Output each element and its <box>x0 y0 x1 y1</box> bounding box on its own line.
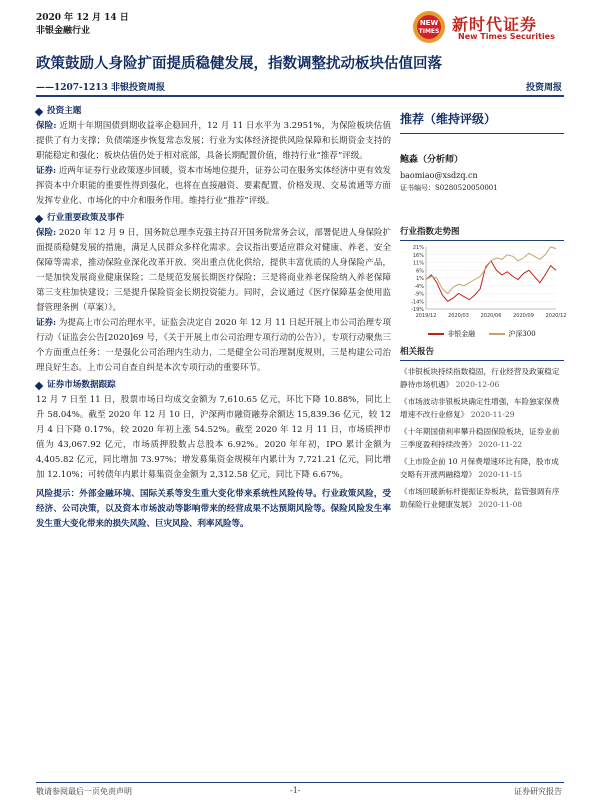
related-report-date: 2020-11-08 <box>475 500 523 509</box>
section-heading <box>36 211 391 226</box>
related-report-date: 2020-11-22 <box>475 440 523 449</box>
risk-warning: 风险提示：外部金融环境、国际关系等发生重大变化带来系统性风险传导。行业政策风险，受经济、公司决策，以及资本市场波动等影响带来的经营成果不达预期风险等。保险风险发生率发生重大变化带来的损失风险、巨灾风险、利率风险等。 <box>36 489 391 529</box>
section-heading-text: 投资主题 <box>47 106 82 116</box>
logo-mark-bottom: TIMES <box>418 28 440 35</box>
broker-thesis <box>36 164 391 209</box>
insurance-thesis <box>36 119 391 164</box>
page-subtitle: ——1207-1213 非银投资周报 <box>36 83 165 93</box>
x-tick-label: 2020/03 <box>448 313 469 319</box>
related-report-item[interactable] <box>400 425 564 451</box>
related-report-title: 《非银板块持续指数稳固，行业经营及政策稳定静待市场机遇》 <box>400 367 560 389</box>
legend-item <box>428 329 475 339</box>
related-report-date: 2020-11-15 <box>475 470 523 479</box>
paragraph-text: 为提高上市公司治理水平，证监会决定自 2020 年 12 月 11 日起开展上市公司治理专项行动（证监会公告[2020]69 号，《关于开展上市公司治理专项行动的公告》），专项行动聚焦三个方面重点任务：一是强化公司治理内生动力，二是健全公司治理制度规则，三是构建公司治理良好生态。上市公司自查自纠是本次专项行动的重要环节。 <box>36 318 391 373</box>
header-divider <box>36 95 564 97</box>
paragraph-text: 近期十年期国债到期收益率企稳回升，12 月 11 日水平为 3.2951%，为保险板块估值提供了有力支撑；负债端逐步恢复常态发展；行业为实体经济提供风险保障和长期资金支持的职能稳定和强化；板块估值仍处于相对底部，具备长期配置价值，维持行业“推荐”评级。 <box>36 121 391 161</box>
chart-title: 行业指数走势图 <box>400 225 564 241</box>
related-report-title: 《上市险企前 10 月保费增速环比有降，股市成交略有开涨两融稳增》 <box>400 457 559 479</box>
bullet-icon <box>35 214 43 222</box>
related-title: 相关报告 <box>400 345 564 361</box>
logo-mark-top: NEW <box>419 19 439 27</box>
industry-chart <box>400 225 567 339</box>
footer-disclaimer[interactable]: 敬请参阅最后一页免责声明 <box>36 787 132 796</box>
related-report-title: 《十年期国债利率攀升稳固保险板块，证券业前三季度盈利持续改善》 <box>400 427 560 449</box>
y-tick-label: -4% <box>414 283 424 290</box>
page-number: -1- <box>290 786 301 795</box>
y-tick-label: 1% <box>416 276 424 282</box>
legend-label: 沪深300 <box>508 330 536 338</box>
footer-divider <box>36 782 564 783</box>
y-tick-label: -14% <box>411 299 424 306</box>
section-heading <box>36 104 391 119</box>
logo-mark-icon <box>412 10 446 44</box>
related-report-title: 《市场回暖新标杆提振证券板块，监管强调有序助保险行业健康发展》 <box>400 487 560 509</box>
paragraph-lead: 证券: <box>36 318 57 328</box>
paragraph-text: 2020 年 12 月 9 日，国务院总理李克强主持召开国务院常务会议，部署促进人身保险扩面提质稳健发展的措施，满足人民群众多样化需求。会议指出要适应群众对健康、养老、安全保障等需求，推动保险业深化改革开放、突出重点优化供给，提供丰富优质的人身保险产品，一是加快发展商业健康保险；二是规范发展长期医疗保险；三是将商业养老保险纳入养老保障第三支柱加快建设；三是提升保险资金长期投资能力。同时，会议通过《医疗保障基金使用监督管理条例（草案）》。 <box>36 228 391 313</box>
section-heading-text: 证券市场数据跟踪 <box>47 380 116 390</box>
y-tick-label: 16% <box>412 252 424 259</box>
legend-swatch <box>489 333 505 335</box>
legend-swatch <box>428 333 444 335</box>
paragraph-text: 近两年证券行业政策逐步回暖，资本市场地位提升，证券公司在服务实体经济中更有效发挥资本中介职能的重要性得到强化，也将在直接融资、要素配置、价格发现、交易流通等方面发挥专业化、市场化的中介和服务作用。维持行业“推荐”评级。 <box>36 166 391 206</box>
report-type: 投资周报 <box>525 83 562 93</box>
analyst-name: 鲍淼（分析师） <box>400 155 464 165</box>
legend-label: 非银金融 <box>447 330 476 338</box>
related-report-date: 2020-12-06 <box>453 380 500 389</box>
series-line <box>426 261 556 301</box>
report-date: 2020 年 12 月 14 日 <box>36 13 129 23</box>
footer-label: 证券研究报告 <box>514 787 562 796</box>
main-column <box>36 102 391 541</box>
y-tick-label: -19% <box>411 307 424 313</box>
paragraph-lead: 证券: <box>36 166 57 176</box>
logo-text-cn: 新时代证券 <box>452 15 538 34</box>
related-report-item[interactable] <box>400 365 564 391</box>
page-title: 政策鼓励人身险扩面提质稳健发展，指数调整扰动板块估值回落 <box>36 55 442 72</box>
y-tick-label: -9% <box>414 291 424 298</box>
x-tick-label: 2020/09 <box>513 313 534 319</box>
analyst-cert: 证书编号：S0280520050001 <box>400 184 498 192</box>
logo-text-en: New Times Securities <box>458 32 555 41</box>
legend-item <box>489 329 535 339</box>
company-logo <box>412 10 562 46</box>
rating-badge: 推荐（维持评级） <box>400 102 564 134</box>
bullet-icon <box>35 107 43 115</box>
related-report-title: 《市场波动非银板块确定性增强，车险独家保费增速不改行业修复》 <box>400 397 560 419</box>
chart-legend <box>400 329 564 339</box>
section-heading <box>36 378 391 393</box>
related-report-date: 2020-11-29 <box>468 410 515 419</box>
related-report-item[interactable] <box>400 455 564 481</box>
y-tick-label: 6% <box>416 268 424 275</box>
x-tick-label: 2020/12 <box>545 313 567 319</box>
sidebar <box>400 102 564 193</box>
industry-label: 非银金融行业 <box>36 26 91 36</box>
y-tick-label: 11% <box>412 260 424 267</box>
market-data-paragraph: 12 月 7 日至 11 日，股票市场日均成交金额为 7,610.65 亿元，环比下降 10.88%，同比上升 58.04%。截至 2020 年 12 月 10 日，沪深两市融资融券余额达 15,839.36 亿元，较 12 月 4 日下降 0.17%，较 2020 年初上涨 54.52%。截至 2020 年 12 月 11 日，市场质押市值为 43,067.92 亿元，市场质押股数占总股本 6.92%。2020 年年初，IPO 累计金额为 4,405.82 亿元，同比增加 73.97%；增发募集资金规模年内累计为 7,721.21 亿元，同比增加 12.10%；可转债年内累计募集资金金额为 2,312.58 亿元，同比下降 6.67%。 <box>36 395 391 480</box>
related-report-item[interactable] <box>400 395 564 421</box>
related-reports <box>400 345 564 511</box>
policy-securities <box>36 316 391 376</box>
paragraph-lead: 保险: <box>36 228 57 238</box>
analyst-email[interactable]: baomiao@xsdzq.cn <box>400 171 478 180</box>
chart-svg <box>400 241 567 323</box>
paragraph-lead: 保险: <box>36 121 57 131</box>
policy-insurance <box>36 226 391 316</box>
x-tick-label: 2019/12 <box>415 313 437 319</box>
bullet-icon <box>35 381 43 389</box>
x-tick-label: 2020/06 <box>480 313 502 319</box>
y-tick-label: 21% <box>412 245 424 251</box>
section-heading-text: 行业重要政策及事件 <box>47 213 125 223</box>
related-report-item[interactable] <box>400 485 564 511</box>
